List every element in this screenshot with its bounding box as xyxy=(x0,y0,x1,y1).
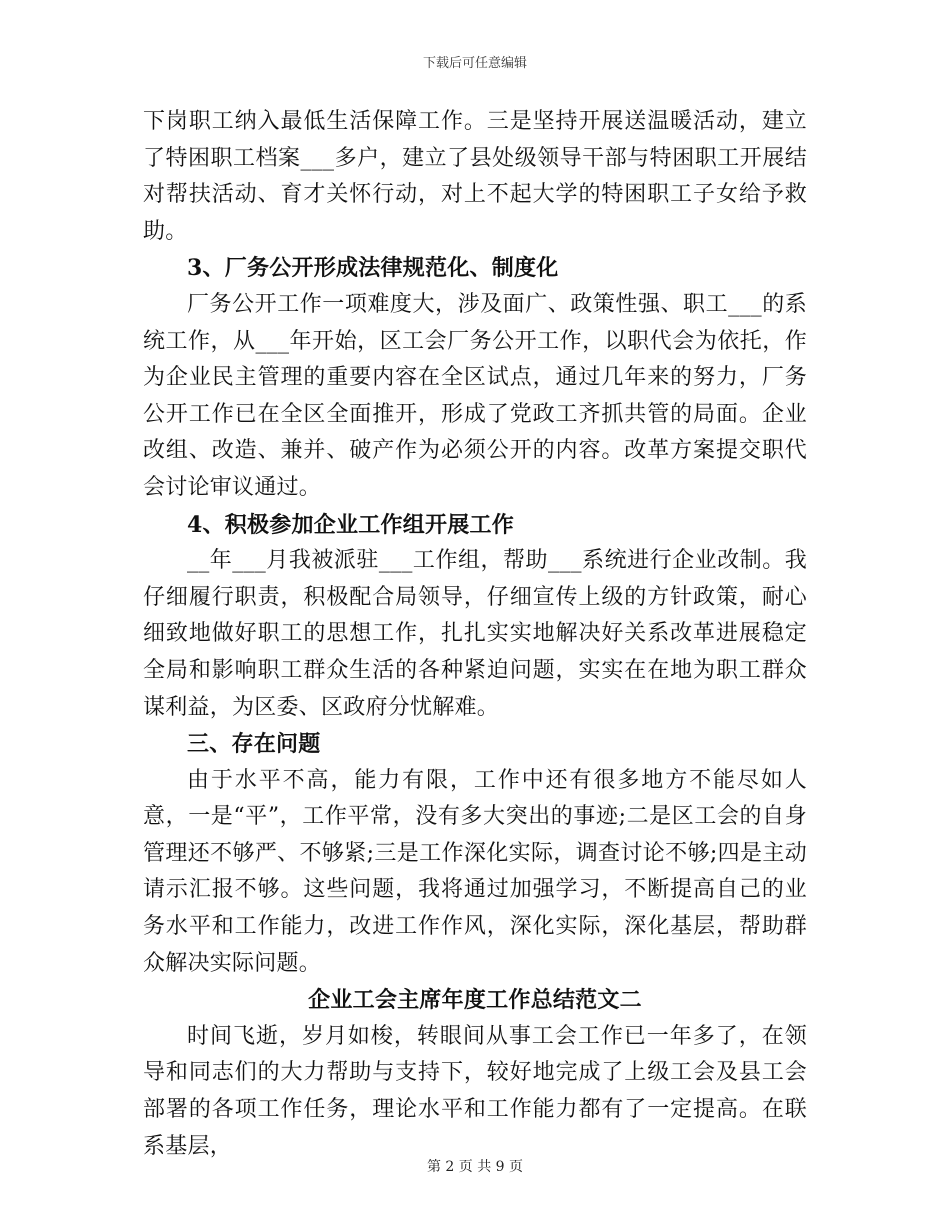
paragraph-welfare-continued: 下岗职工纳入最低生活保障工作。三是坚持开展送温暖活动，建立了特困职工档案___多户，建立了县处级领导干部与特困职工开展结对帮扶活动、育才关怀行动，对上不起大学的特困职工子女给予救助。 xyxy=(143,109,807,244)
paragraph-factory-affairs: 厂务公开工作一项难度大，涉及面广、政策性强、职工___的系统工作，从___年开始，区工会厂务公开工作，以职代会为依托，作为企业民主管理的重要内容在全区试点，通过几年来的努力，厂务公开工作已在全区全面推开，形成了党政工齐抓共管的局面。企业改组、改造、兼并、破产作为必须公开的内容。改革方案提交职代会讨论审议通过。 xyxy=(143,291,807,500)
page-number-footer: 第 2 页 共 9 页 xyxy=(426,1159,524,1175)
paragraph-sample-two-intro: 时间飞逝，岁月如梭，转眼间从事工会工作已一年多了，在领导和同志们的大力帮助与支持下，较好地完成了上级工会及县工会部署的各项工作任务，理论水平和工作能力都有了一定提高。在联系基层， xyxy=(143,1023,807,1159)
section-heading-problems: 三、存在问题 xyxy=(187,731,321,758)
document-title-sample-two: 企业工会主席年度工作总结范文二 xyxy=(308,987,642,1014)
section-heading-factory-affairs: 3、厂务公开形成法律规范化、制度化 xyxy=(187,255,559,282)
document-body xyxy=(143,104,807,1165)
paragraph-working-group: __年___月我被派驻___工作组，帮助___系统进行企业改制。我仔细履行职责，积极配合局领导，仔细宣传上级的方针政策，耐心细致地做好职工的思想工作，扎扎实实地解决好关系改革进展稳定全局和影响职工群众生活的各种紧迫问题，实实在在地为职工群众谋利益，为区委、区政府分忧解难。 xyxy=(143,548,807,720)
paragraph-problems: 由于水平不高，能力有限，工作中还有很多地方不能尽如人意，一是“平”，工作平常，没有多大突出的事迹;二是区工会的自身管理还不够严、不够紧;三是工作深化实际，调查讨论不够;四是主动请示汇报不够。这些问题，我将通过加强学习，不断提高自己的业务水平和工作能力，改进工作作风，深化实际，深化基层，帮助群众解决实际问题。 xyxy=(143,767,807,976)
section-heading-working-group: 4、积极参加企业工作组开展工作 xyxy=(187,511,515,538)
page-header-note: 下载后可任意编辑 xyxy=(422,56,527,71)
